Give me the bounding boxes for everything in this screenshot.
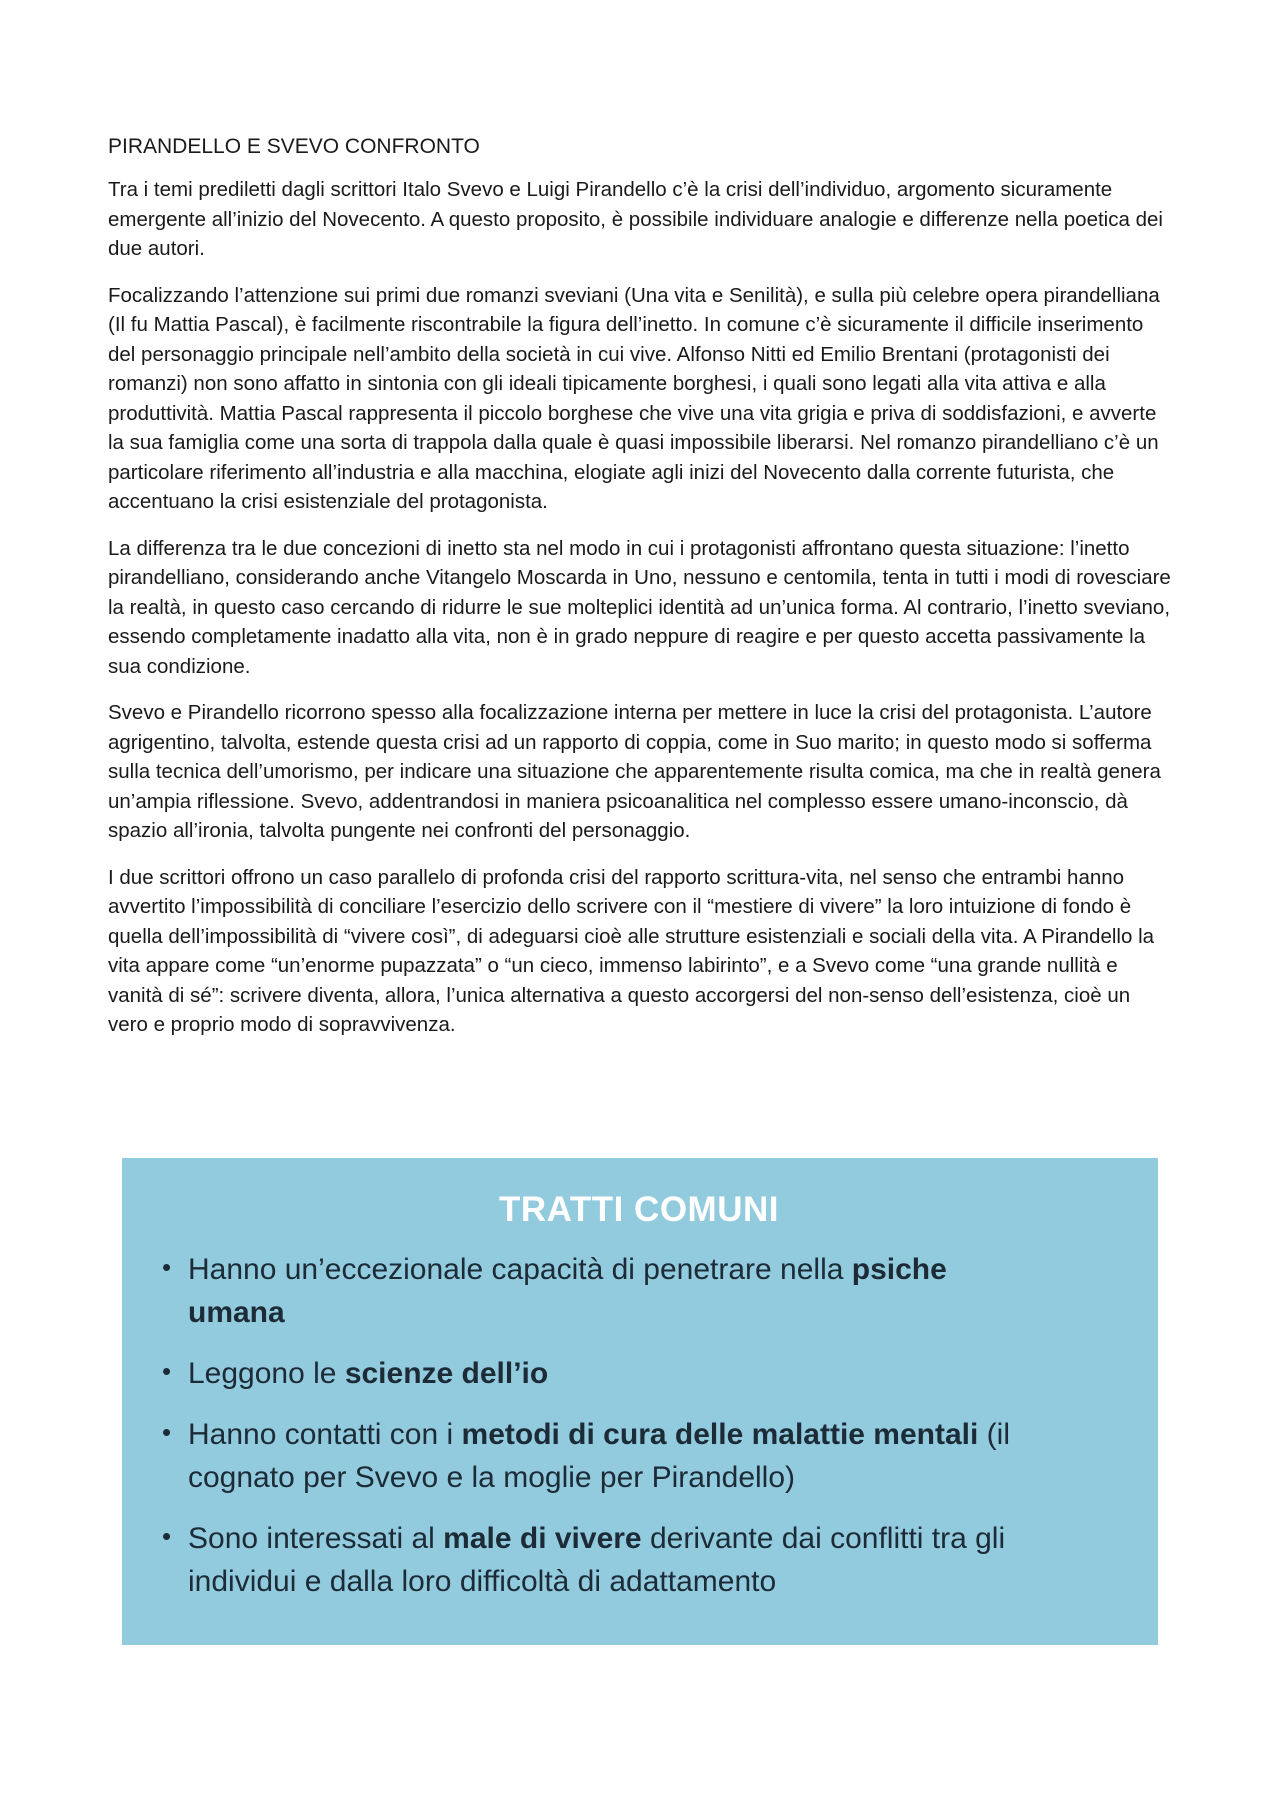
bullet-icon: • — [162, 1417, 172, 1447]
paragraph: I due scrittori offrono un caso parallelo di profonda crisi del rapporto scrittura-vita, nel senso che entrambi hanno avvertito l’impossibilità di conciliare l’esercizio dello scrivere con il “mestiere di vivere” la loro intuizione di fondo è quella dell’impossibilità di “vivere così”, di adeguarsi cioè alle strutture esistenziali e sociali della vita. A Pirandello la vita appare come “un’enorme pupazzata” o “un cieco, immenso labirinto”, e a Svevo come “una grande nullità e vanità di sé”: scrivere diventa, allora, l’unica alternativa a questo accorgersi del non-senso dell’esistenza, cioè un vero e proprio modo di sopravvivenza. — [108, 865, 1155, 1036]
trait-text: Hanno un’eccezionale capacità di penetrare nella psiche umana — [188, 1253, 947, 1329]
paragraph: Svevo e Pirandello ricorrono spesso alla focalizzazione interna per mettere in luce la crisi del protagonista. L’autore agrigentino, talvolta, estende questa crisi ad un rapporto di coppia, come in Suo marito; in questo modo si sofferma sulla tecnica dell’umorismo, per indicare una situazione che apparentemente risulta comica, ma che in realtà genera un’ampia riflessione. Svevo, addentrandosi in maniera psicoanalitica nel complesso essere umano-inconscio, dà spazio all’ironia, talvolta pungente nei confronti del personaggio. — [108, 701, 1161, 842]
bullet-icon: • — [162, 1521, 172, 1551]
document-body — [108, 132, 1174, 1057]
bullet-icon: • — [162, 1356, 172, 1386]
trait-text: Leggono le scienze dell’io — [188, 1357, 549, 1390]
page-title: PIRANDELLO E SVEVO CONFRONTO — [108, 135, 480, 158]
paragraphs — [108, 175, 1174, 1040]
traits-list — [144, 1248, 1134, 1603]
traits-box-title: TRATTI COMUNI — [499, 1190, 779, 1229]
paragraph: Tra i temi prediletti dagli scrittori Italo Svevo e Luigi Pirandello c’è la crisi dell’individuo, argomento sicuramente emergente all’inizio del Novecento. A questo proposito, è possibile individuare analogie e differenze nella poetica dei due autori. — [108, 178, 1163, 260]
trait-item — [144, 1248, 1134, 1334]
trait-text: Sono interessati al male di vivere derivante dai conflitti tra gli individui e dalla loro difficoltà di adattamento — [188, 1522, 1006, 1598]
paragraph: Focalizzando l’attenzione sui primi due romanzi sveviani (Una vita e Senilità), e sulla più celebre opera pirandelliana (Il fu Mattia Pascal), è facilmente riscontrabile la figura dell’inetto. In comune c’è sicuramente il difficile inserimento del personaggio principale nell’ambito della società in cui vive. Alfonso Nitti ed Emilio Brentani (protagonisti dei romanzi) non sono affatto in sintonia con gli ideali tipicamente borghesi, i quali sono legati alla vita attiva e alla produttività. Mattia Pascal rappresenta il piccolo borghese che vive una vita grigia e priva di soddisfazioni, e avverte la sua famiglia come una sorta di trappola dalla quale è quasi impossibile liberarsi. Nel romanzo pirandelliano c’è un particolare riferimento all’industria e alla macchina, elogiate agli inizi del Novecento dalla corrente futurista, che accentuano la crisi esistenziale del protagonista. — [108, 283, 1160, 513]
trait-item — [144, 1517, 1134, 1603]
traits-box — [122, 1158, 1158, 1645]
trait-text: Hanno contatti con i metodi di cura delle malattie mentali (il cognato per Svevo e la moglie per Pirandello) — [188, 1418, 1010, 1494]
trait-item — [144, 1413, 1134, 1499]
bullet-icon: • — [162, 1252, 172, 1282]
trait-item — [144, 1352, 1134, 1395]
paragraph: La differenza tra le due concezioni di inetto sta nel modo in cui i protagonisti affrontano questa situazione: l’inetto pirandelliano, considerando anche Vitangelo Moscarda in Uno, nessuno e centomila, tenta in tutti i modi di rovesciare la realtà, in questo caso cercando di ridurre le sue molteplici identità ad un’unica forma. Al contrario, l’inetto sveviano, essendo completamente inadatto alla vita, non è in grado neppure di reagire e per questo accetta passivamente la sua condizione. — [108, 536, 1171, 678]
